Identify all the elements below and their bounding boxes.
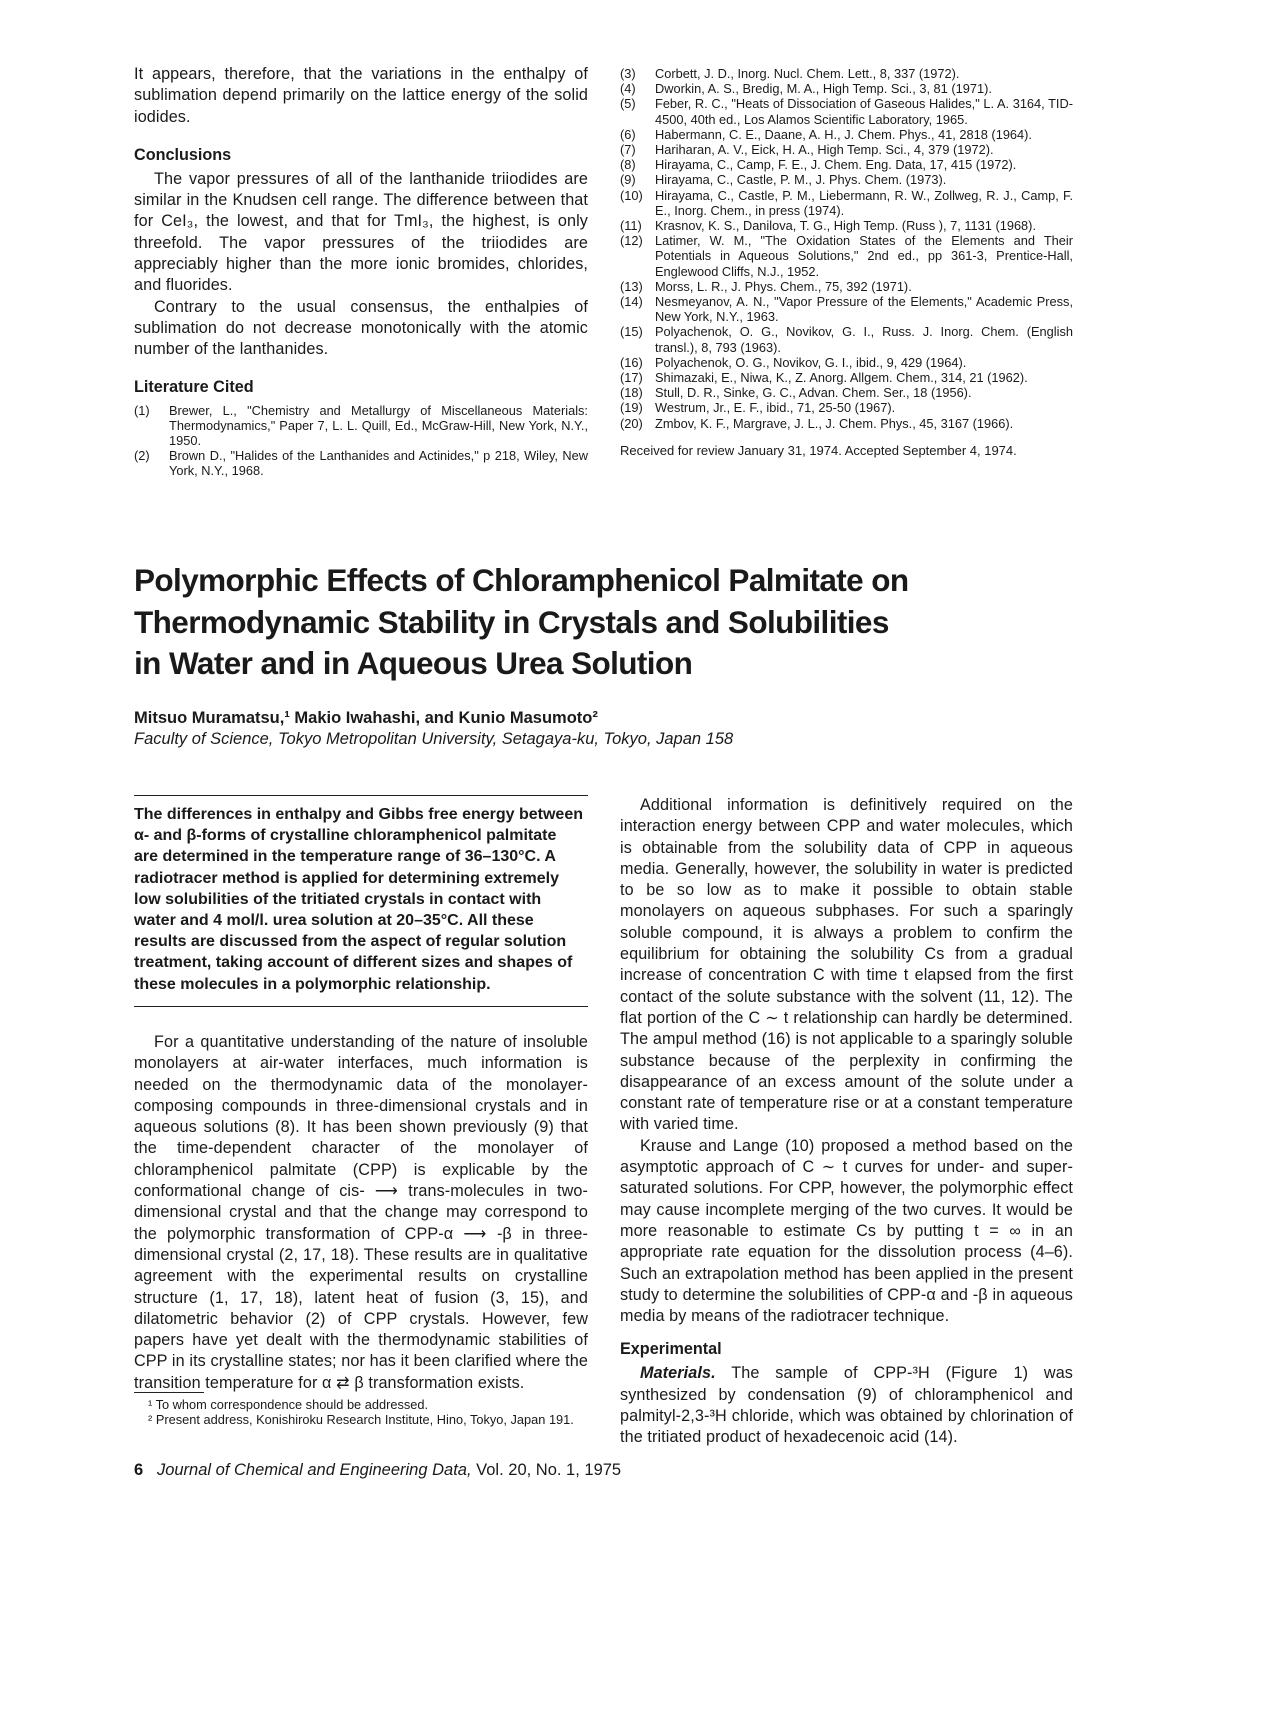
body-right-column [620, 795, 1073, 1449]
article-header [134, 560, 1094, 750]
reference-item: (19) Westrum, Jr., E. F., ibid., 71, 25-50 (1967). [620, 400, 896, 416]
page-number: 6 [134, 1461, 144, 1479]
materials-label: Materials. [640, 1364, 716, 1383]
reference-item: (10) Hirayama, C., Castle, P. M., Liebermann, R. W., Zollweg, R. J., Camp, F. E., Inorg. Chem., in press (1974). [620, 187, 1073, 218]
materials-paragraph [620, 1363, 1073, 1448]
literature-heading: Literature Cited [134, 377, 254, 396]
reference-item: (14) Nesmeyanov, A. N., "Vapor Pressure of the Elements," Academic Press, New York, N.Y., 1963. [620, 294, 1073, 325]
reference-item: (7) Hariharan, A. V., Eick, H. A., High Temp. Sci., 4, 379 (1972). [620, 142, 994, 158]
footnote-1: ¹ To whom correspondence should be addressed. [148, 1397, 429, 1412]
conclusions-paragraph-1: The vapor pressures of all of the lanthanide triiodides are similar in the Knudsen cell range. The difference between that for CeI₃, the lowest, and that for TmI₃, the highest, is only threefold. The vapor pressures of the triiodides are appreciably higher than the more ionic bromides, chlorides, and fluorides. [134, 169, 588, 295]
reference-item: (11) Krasnov, K. S., Danilova, T. G., High Temp. (Russ ), 7, 1131 (1968). [620, 218, 1036, 234]
received-note: Received for review January 31, 1974. Accepted September 4, 1974. [620, 442, 1017, 458]
reference-item: (2) Brown D., "Halides of the Lanthanides and Actinides," p 218, Wiley, New York, N.Y., 1968. [134, 448, 588, 479]
materials-text: The sample of CPP-³H (Figure 1) was synthesized by condensation (9) of chloramphenicol and palmityl-2,3-³H chloride, which was obtained by chlorination of the tritiated product of hexadecenoic acid (14). [620, 1364, 1073, 1447]
body-paragraph: Additional information is definitively required on the interaction energy between CPP and water molecules, which is obtainable from the solubility data of CPP in aqueous media. Generally, however, the solubility in water is predicted to be so low as to make it possible to obtain stable monolayers on aqueous subphases. For such a sparingly soluble compound, it is always a problem to confirm the equilibrium for obtaining the solubility Cs from a gradual increase of concentration C with time t elapsed from the first contact of the solute substance with the solvent (11, 12). The flat portion of the C ∼ t relationship can hardly be determined. The ampul method (16) is not applicable to a sparingly soluble substance because of the perplexity in confirming the disappearance of an excess amount of the solute under a constant rate of temperature rise or at a constant temperature with varied time. [620, 796, 1073, 1134]
article-affiliation: Faculty of Science, Tokyo Metropolitan University, Setagaya-ku, Tokyo, Japan 158 [134, 729, 734, 748]
page-footer [134, 1460, 1034, 1480]
article-authors: Mitsuo Muramatsu,¹ Makio Iwahashi, and Kunio Masumoto² [134, 708, 598, 727]
journal-name: Journal of Chemical and Engineering Data, [156, 1461, 472, 1479]
body-paragraph: For a quantitative understanding of the nature of insoluble monolayers at air-water interfaces, much information is needed on the thermodynamic data of the monolayer-composing compounds in three-dimensional crystals and in aqueous solutions (8). It has been shown previously (9) that the time-dependent character of the monolayer of chloramphenicol palmitate (CPP) is explicable by the conformational change of cis- ⟶ trans-molecules in two-dimensional crystal and that the change may correspond to the polymorphic transformation of CPP-α ⟶ -β in three-dimensional crystal (2, 17, 18). These results are in qualitative agreement with the experimental results on crystalline structure (1, 17, 18), latent heat of fusion (3, 15), and dilatometric behavior (2) of CPP crystals. However, few papers have yet dealt with the thermodynamic stabilities of CPP in its crystalline states; nor has it been clarified where the transition temperature for α ⇄ β transformation exists. [134, 1033, 588, 1392]
reference-item: (6) Habermann, C. E., Daane, A. H., J. Chem. Phys., 41, 2818 (1964). [620, 126, 1032, 142]
abstract-text: The differences in enthalpy and Gibbs free energy between α- and β-forms of crystalline chloramphenicol palmitate are determined in the temperature range of 36–130°C. A radiotracer method is applied for determining extremely low solubilities of the tritiated crystals in contact with water and 4 mol/l. urea solution at 20–35°C. All these results are discussed from the aspect of regular solution treatment, taking account of different sizes and shapes of these molecules in a polymorphic relationship. [134, 806, 583, 993]
conclusions-paragraph-2: Contrary to the usual consensus, the enthalpies of sublimation do not decrease monotonically with the atomic number of the lanthanides. [134, 297, 588, 359]
journal-volume: Vol. 20, No. 1, 1975 [476, 1461, 622, 1479]
reference-item: (3) Corbett, J. D., Inorg. Nucl. Chem. Lett., 8, 337 (1972). [620, 66, 960, 81]
abstract-box [134, 804, 584, 995]
reference-item: (13) Morss, L. R., J. Phys. Chem., 75, 392 (1971). [620, 278, 912, 294]
article-title: Polymorphic Effects of Chloramphenicol Palmitate on Thermodynamic Stability in Crystals and Solubilities in Water and in Aqueous Urea Solution [134, 562, 909, 681]
reference-item: (15) Polyachenok, O. G., Novikov, G. I., Russ. J. Inorg. Chem. (English transl.), 8, 793 (1963). [620, 324, 1073, 355]
reference-item: (12) Latimer, W. M., "The Oxidation States of the Elements and Their Potentials in Aqueous Solutions," 2nd ed., pp 361-3, Prentice-Hall, Englewood Cliffs, N.J., 1952. [620, 233, 1073, 279]
references-right-list [620, 66, 1073, 431]
abstract-top-rule [134, 795, 588, 796]
reference-item: (1) Brewer, L., "Chemistry and Metallurgy of Miscellaneous Materials: Thermodynamics," Paper 7, L. L. Quill, Ed., McGraw-Hill, New York, N.Y., 1950. [134, 402, 588, 448]
body-paragraph: Krause and Lange (10) proposed a method based on the asymptotic approach of C ∼ t curves for under- and super-saturated solutions. For CPP, however, the polymorphic effect may cause incomplete merging of the two curves. It would be more reasonable to estimate Cs by putting t = ∞ in an appropriate rate equation for the dissolution process (4–6). Such an extrapolation method has been applied in the present study to determine the solubilities of CPP-α and -β in aqueous media by means of the radiotracer technique. [620, 1136, 1073, 1326]
reference-item: (9) Hirayama, C., Castle, P. M., J. Phys. Chem. (1973). [620, 172, 947, 188]
reference-item: (18) Stull, D. R., Sinke, G. C., Advan. Chem. Ser., 18 (1956). [620, 385, 972, 401]
reference-item: (20) Zmbov, K. F., Margrave, J. L., J. Chem. Phys., 45, 3167 (1966). [620, 415, 1014, 431]
reference-item: (17) Shimazaki, E., Niwa, K., Z. Anorg. Allgem. Chem., 314, 21 (1962). [620, 370, 1028, 386]
conclusions-heading: Conclusions [134, 145, 232, 164]
body-left-column [134, 1032, 588, 1394]
footer-line [134, 1460, 1034, 1480]
references-left-list [134, 403, 588, 479]
footnote-2: ² Present address, Konishiroku Research Institute, Hino, Tokyo, Japan 191. [148, 1412, 574, 1427]
experimental-heading: Experimental [620, 1340, 722, 1359]
prev-left-column [134, 64, 588, 479]
prev-intro-paragraph: It appears, therefore, that the variations in the enthalpy of sublimation depend primarily on the lattice energy of the solid iodides. [134, 65, 588, 126]
abstract-bottom-rule [134, 1006, 588, 1007]
footnotes [134, 1397, 588, 1427]
reference-item: (16) Polyachenok, O. G., Novikov, G. I., ibid., 9, 429 (1964). [620, 354, 967, 370]
prev-right-column [620, 66, 1073, 458]
footnote-rule [134, 1392, 204, 1393]
reference-item: (4) Dworkin, A. S., Bredig, M. A., High Temp. Sci., 3, 81 (1971). [620, 81, 992, 97]
reference-item: (8) Hirayama, C., Camp, F. E., J. Chem. Eng. Data, 17, 415 (1972). [620, 157, 1017, 173]
reference-item: (5) Feber, R. C., "Heats of Dissociation of Gaseous Halides," L. A. 3164, TID-4500, 40th ed., Los Alamos Scientific Laboratory, 1965. [620, 96, 1073, 127]
